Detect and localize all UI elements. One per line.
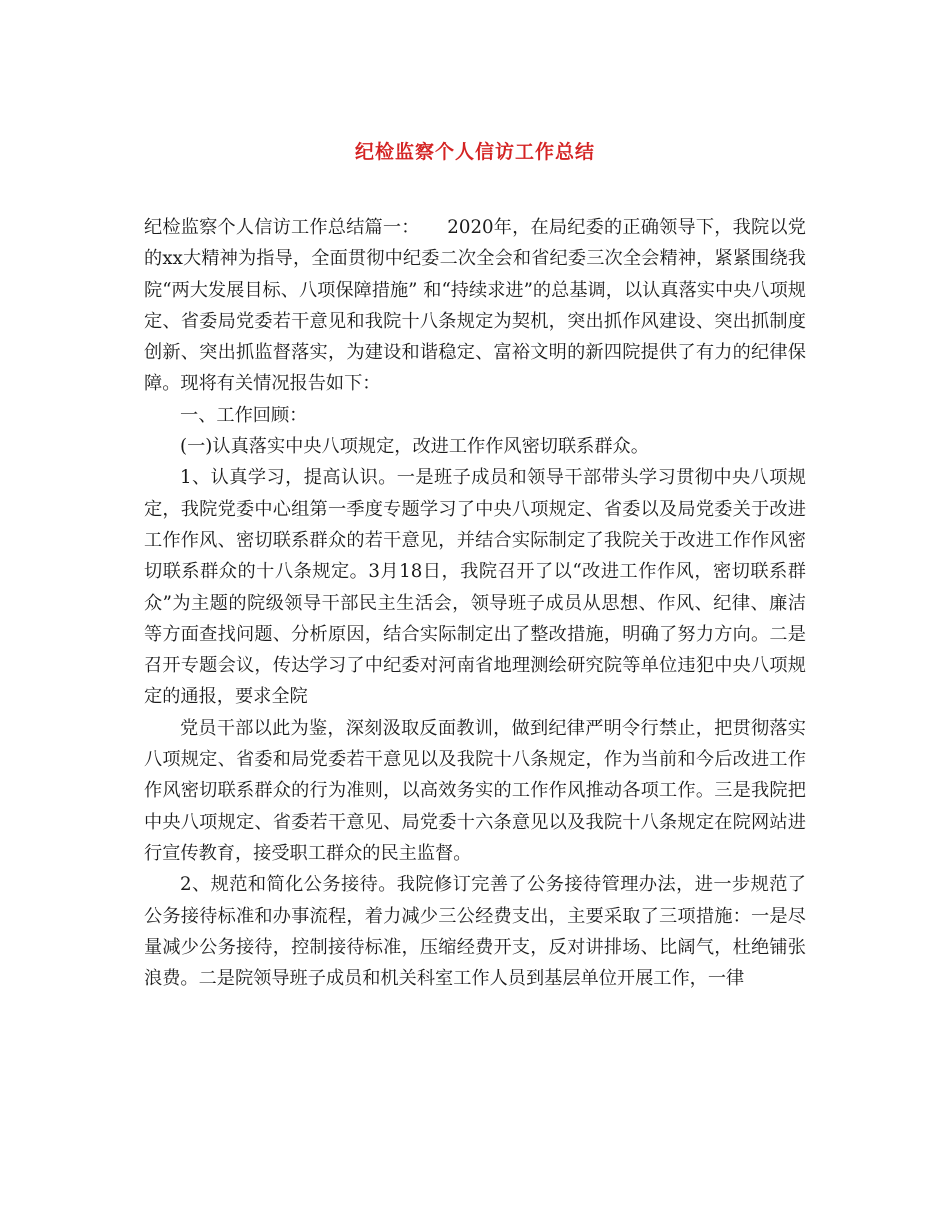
body-paragraph: (一)认真落实中央八项规定，改进工作作风密切联系群众。 — [180, 436, 649, 458]
document-title: 纪检监察个人信访工作总结 — [354, 141, 595, 163]
body-paragraph: 一、工作回顾： — [180, 404, 308, 426]
body-paragraph: 党员干部以此为鉴，深刻汲取反面教训，做到纪律严明令行禁止，把贯彻落实八项规定、省委和局党委若干意见以及我院十八条规定，作为当前和今后改进工作作风密切联系群众的行为准则，以高效务实的工作作风推动各项工作。三是我院把中央八项规定、省委若干意见、局党委十六条意见以及我院十八条规定在院网站进行宣传教育，接受职工群众的民主监督。 — [144, 717, 806, 864]
body-paragraph: 2、规范和简化公务接待。我院修订完善了公务接待管理办法，进一步规范了公务接待标准和办事流程，着力减少三公经费支出，主要采取了三项措施：一是尽量减少公务接待，控制接待标准，压缩经费开支，反对讲排场、比阔气，杜绝铺张浪费。二是院领导班子成员和机关科室工作人员到基层单位开展工作，一律 — [144, 874, 806, 990]
body-paragraph: 纪检监察个人信访工作总结篇一： 2020年，在局纪委的正确领导下，我院以党的xx大精神为指导，全面贯彻中纪委二次全会和省纪委三次全会精神，紧紧围绕我院“两大发展目标、八项保障措施” 和“持续求进”的总基调，以认真落实中央八项规定、省委局党委若干意见和我院十八条规定为契机，突出抓作风建设、突出抓制度创新、突出抓监督落实，为建设和谐稳定、富裕文明的新四院提供了有力的纪律保障。现将有关情况报告如下： — [144, 217, 806, 395]
body-paragraph: 1、认真学习，提高认识。一是班子成员和领导干部带头学习贯彻中央八项规定，我院党委中心组第一季度专题学习了中央八项规定、省委以及局党委关于改进工作作风、密切联系群众的若干意见，并结合实际制定了我院关于改进工作作风密切联系群众的十八条规定。3月18日，我院召开了以“改进工作作风，密切联系群众”为主题的院级领导干部民主生活会，领导班子成员从思想、作风、纪律、廉洁等方面查找问题、分析原因，结合实际制定出了整改措施，明确了努力方向。二是召开专题会议，传达学习了中纪委对河南省地理测绘研究院等单位违犯中央八项规定的通报，要求全院 — [144, 467, 806, 708]
document-body — [144, 212, 806, 994]
